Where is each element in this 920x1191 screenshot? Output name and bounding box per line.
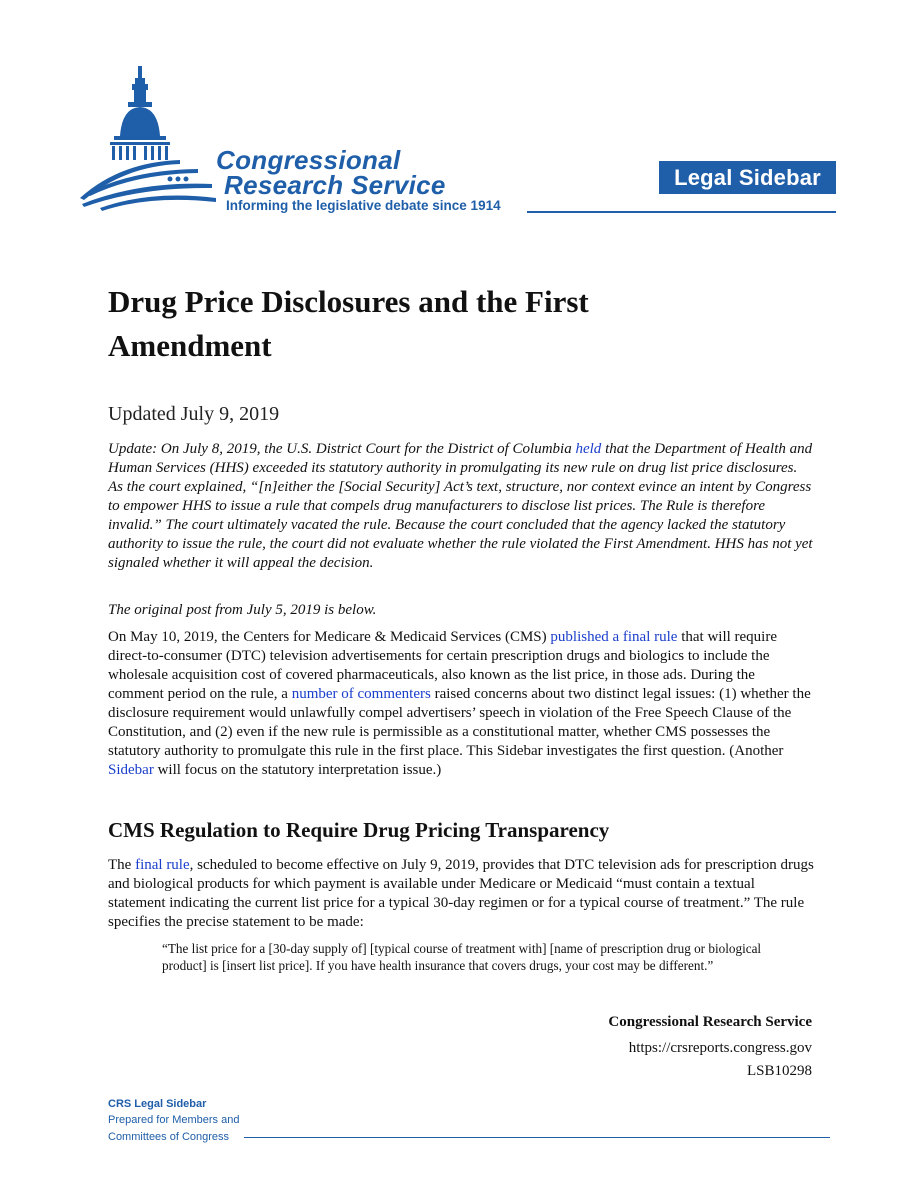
report-id: LSB10298 [746,1063,812,1079]
held-link[interactable]: held [575,441,602,457]
section-paragraph [108,856,814,932]
org-name-line1: Congressional [216,145,401,175]
legal-sidebar-badge: Legal Sidebar [659,161,836,194]
section-text: , scheduled to become effective on July 9, 2019, provides that DTC television ads for prescription drugs and biological products for which payment is available under Medicare or Medicaid “must contain a textual statement indicating the current list price for a typical 30-day regimen or for a typical course of treatment.” The rule specifies the precise statement to be made: [108,857,814,930]
original-post-note: The original post from July 5, 2019 is below. [108,602,377,618]
intro-text: will focus on the statutory interpretation issue.) [153,762,442,778]
header-divider [527,211,836,213]
document-title: Drug Price Disclosures and the First Amendment [108,284,589,363]
sidebar-link[interactable]: Sidebar [108,762,154,778]
section-heading: CMS Regulation to Require Drug Pricing Transparency [108,818,610,842]
footer-divider [244,1137,830,1138]
number-of-commenters-link[interactable]: number of commenters [291,686,431,702]
update-note [108,440,814,573]
intro-paragraph [108,628,814,780]
capitol-dome-icon [80,66,220,216]
updated-date: Updated July 9, 2019 [108,403,280,425]
org-tagline: Informing the legislative debate since 1914 [226,198,501,213]
published-final-rule-link[interactable]: published a final rule [550,629,678,645]
update-note-text: Update: On July 8, 2019, the U.S. District Court for the District of Columbia [108,441,576,457]
final-rule-link[interactable]: final rule [135,857,190,873]
intro-text: that will require direct-to-consumer (DTC) television advertisements for certain prescription drugs and biologics to include the wholesale acquisition cost of covered pharmaceuticals, also known as the list price, in those ads. During the comment period on the rule, a [108,629,778,702]
footer-series: CRS Legal Sidebar [108,1098,207,1110]
footer-committees: Committees of Congress [108,1131,230,1143]
update-note-text: that the Department of Health and Human Services (HHS) exceeded its statutory authority in promulgating its new rule on drug list price disclosures. As the court explained, “[n]either the [Social Security] Act’s text, structure, nor context evince an intent by Congress to empower HHS to issue a rule that compels drug manufacturers to disclose list prices. The Rule is therefore invalid.” The court ultimately vacated the rule. Because the court concluded that the agency lacked the statutory authority to issue the rule, the court did not evaluate whether the rule violated the First Amendment. HHS has not yet signaled whether it will appeal the decision. [108,441,813,571]
crs-footer-url[interactable]: https://crsreports.congress.gov [628,1040,812,1056]
org-name-line2: Research Service [224,170,446,200]
footer-prepared-for: Prepared for Members and [108,1114,240,1126]
section-text: The [108,857,136,873]
intro-text: On May 10, 2019, the Centers for Medicare & Medicaid Services (CMS) [108,629,551,645]
intro-text: raised concerns about two distinct legal issues: (1) whether the disclosure requirement would unlawfully compel advertisers’ speech in violation of the Free Speech Clause of the Constitution, and (2) even if the new rule is permissible as a constitutional matter, whether CMS possesses the statutory authority to promulgate this rule in the first place. This Sidebar investigates the first question. (Another [108,686,811,759]
block-quote: “The list price for a [30-day supply of] [typical course of treatment with] [name of prescription drug or biological product] is [insert list price]. If you have health insurance that covers drugs, your cost may be different.” [162,941,762,973]
crs-footer-name: Congressional Research Service [608,1014,812,1030]
